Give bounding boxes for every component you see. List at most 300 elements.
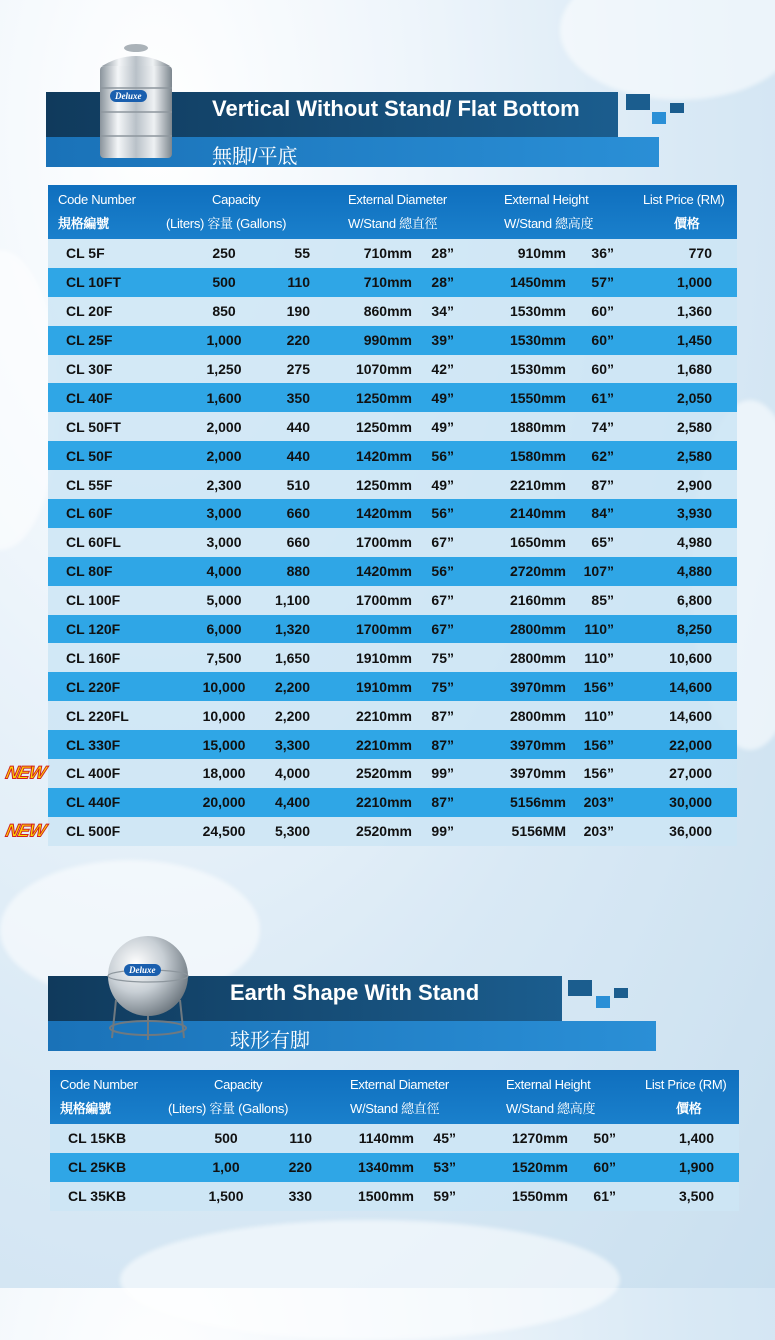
code-cell: CL 15KB (68, 1130, 127, 1147)
gallons-cell: 2,200 (274, 707, 310, 724)
price-cell: 27,000 (669, 765, 712, 782)
table-row (48, 412, 737, 441)
diameter-cell (344, 419, 454, 435)
table-row (48, 557, 737, 586)
liters-cell: 500 (214, 1130, 238, 1147)
header-diameter-zh: W/Stand 總直徑 (350, 1101, 440, 1116)
height-mm: 1650mm (509, 534, 566, 551)
header-code: Code Number (58, 192, 136, 207)
header-diameter: External Diameter (348, 192, 447, 207)
liters-cell: 15,000 (202, 736, 246, 753)
table-row (48, 470, 737, 499)
vertical-tank-image (92, 40, 180, 165)
price-cell: 14,600 (669, 678, 712, 695)
price-cell: 8,250 (676, 621, 712, 638)
code-cell: CL 30F (66, 361, 113, 377)
height-mm: 1880mm (509, 418, 566, 435)
table-row (3, 759, 737, 788)
height-cell (494, 650, 614, 666)
diameter-mm: 1140mm (358, 1130, 414, 1147)
liters-cell: 3,000 (206, 505, 242, 522)
header-height-zh: W/Stand 總高度 (506, 1101, 596, 1116)
diameter-inch: 56” (431, 563, 454, 580)
price-cell: 1,000 (676, 274, 712, 291)
height-mm: 1520mm (511, 1159, 568, 1176)
table-row (48, 528, 737, 557)
gallons-cell: 350 (286, 389, 310, 406)
code-cell: CL 330F (66, 736, 121, 753)
price-cell: 4,980 (676, 534, 712, 551)
height-cell (494, 419, 614, 435)
height-inch: 110” (584, 621, 614, 638)
diameter-cell (346, 1130, 456, 1146)
price-cell: 3,500 (678, 1188, 714, 1205)
diameter-cell (344, 621, 454, 637)
gallons-cell: 3,300 (274, 736, 310, 753)
liters-cell: 2,000 (206, 418, 242, 435)
gallons-cell: 660 (286, 505, 310, 522)
height-inch: 85” (591, 592, 614, 609)
liters-cell: 1,00 (212, 1159, 240, 1176)
diameter-cell (344, 477, 454, 493)
table-row (48, 586, 737, 615)
code-cell: CL 400F (66, 765, 121, 782)
code-cell: CL 5F (66, 245, 105, 262)
height-inch: 62” (591, 447, 614, 464)
section-subtitle: 無脚/平底 (212, 146, 298, 168)
table-row (48, 441, 737, 470)
code-cell: CL 25F (66, 332, 113, 349)
height-inch: 57” (591, 274, 614, 291)
gallons-cell: 5,300 (274, 823, 310, 840)
diameter-inch: 87” (431, 794, 454, 811)
diameter-inch: 28” (431, 245, 454, 262)
header-code-zh: 規格編號 (60, 1101, 111, 1116)
liters-cell: 850 (212, 303, 236, 320)
liters-cell: 10,000 (202, 707, 246, 724)
code-cell: CL 440F (66, 794, 121, 811)
price-cell: 1,400 (678, 1130, 714, 1147)
diameter-cell (346, 1188, 456, 1204)
liters-cell: 500 (212, 274, 236, 291)
table-row (48, 355, 737, 384)
height-mm: 1450mm (509, 274, 566, 291)
code-cell: CL 220F (66, 678, 121, 695)
diameter-inch: 67” (431, 592, 454, 609)
price-cell: 2,580 (676, 418, 712, 435)
brand-logo: Deluxe (110, 90, 147, 102)
height-cell (494, 794, 614, 810)
code-cell: CL 35KB (68, 1188, 127, 1205)
diameter-inch: 28” (431, 274, 454, 291)
price-cell: 1,360 (676, 303, 712, 320)
height-inch: 50” (593, 1130, 616, 1147)
height-mm: 1550mm (511, 1188, 568, 1205)
diameter-mm: 1700mm (355, 534, 412, 551)
table-body (3, 239, 737, 846)
diameter-inch: 67” (431, 534, 454, 551)
diameter-cell (344, 303, 454, 319)
diameter-cell (344, 390, 454, 406)
table-row (48, 326, 737, 355)
height-inch: 60” (591, 303, 614, 320)
gallons-cell: 330 (288, 1188, 312, 1205)
water-splash (560, 0, 775, 100)
height-inch: 110” (584, 707, 614, 724)
code-cell: CL 50FT (66, 418, 121, 435)
header-capacity: Capacity (214, 1077, 263, 1092)
diameter-mm: 1070mm (355, 361, 412, 377)
section-title: Vertical Without Stand/ Flat Bottom (212, 96, 580, 121)
gallons-cell: 1,320 (274, 621, 310, 638)
height-mm: 2800mm (509, 649, 566, 666)
height-cell (494, 823, 614, 839)
height-inch: 156” (583, 765, 614, 782)
diameter-inch: 56” (431, 505, 454, 522)
gallons-cell: 110 (287, 274, 310, 291)
earth-tank-image (100, 930, 196, 1045)
diameter-mm: 1420mm (355, 563, 412, 580)
height-cell (494, 708, 614, 724)
table-row (48, 268, 737, 297)
diameter-mm: 1250mm (355, 418, 412, 435)
section-subtitle: 球形有脚 (230, 1030, 310, 1052)
gallons-cell: 2,200 (274, 678, 310, 695)
liters-cell: 20,000 (202, 794, 246, 811)
diameter-cell (344, 679, 454, 695)
code-cell: CL 80F (66, 563, 113, 580)
liters-cell: 1,250 (206, 361, 242, 377)
height-mm: 2210mm (509, 476, 566, 493)
diameter-mm: 1420mm (355, 505, 412, 522)
liters-cell: 1,000 (206, 332, 242, 349)
diameter-inch: 34” (431, 303, 454, 320)
table-row (48, 499, 737, 528)
diameter-mm: 1500mm (357, 1188, 414, 1205)
decor-square (626, 94, 650, 110)
height-cell (494, 505, 614, 521)
diameter-cell (344, 448, 454, 464)
liters-cell: 3,000 (206, 534, 242, 551)
height-inch: 203” (583, 823, 614, 840)
diameter-inch: 99” (431, 823, 454, 840)
height-inch: 61” (593, 1188, 616, 1205)
header-price-zh: 價格 (676, 1101, 702, 1116)
diameter-mm: 2210mm (355, 794, 412, 811)
height-mm: 1550mm (509, 389, 566, 406)
table-row (50, 1124, 739, 1153)
gallons-cell: 110 (289, 1130, 312, 1147)
height-cell (494, 332, 614, 348)
diameter-mm: 990mm (363, 332, 412, 349)
gallons-cell: 190 (286, 303, 310, 320)
height-mm: 1580mm (509, 447, 566, 464)
diameter-inch: 56” (431, 447, 454, 464)
gallons-cell: 55 (294, 245, 310, 262)
price-cell: 1,450 (676, 332, 712, 349)
diameter-mm: 1420mm (355, 447, 412, 464)
height-inch: 60” (591, 332, 614, 349)
diameter-inch: 59” (433, 1188, 456, 1205)
table-row (3, 817, 737, 846)
table-row (48, 643, 737, 672)
gallons-cell: 4,400 (274, 794, 310, 811)
decor-square (652, 112, 666, 124)
code-cell: CL 160F (66, 649, 121, 666)
diameter-cell (344, 332, 454, 348)
diameter-mm: 710mm (363, 245, 412, 262)
code-cell: CL 25KB (68, 1159, 127, 1176)
height-inch: 110” (584, 649, 614, 666)
diameter-cell (344, 534, 454, 550)
diameter-mm: 860mm (363, 303, 412, 320)
diameter-mm: 1700mm (355, 592, 412, 609)
price-cell: 2,900 (676, 476, 712, 493)
gallons-cell: 275 (286, 361, 310, 377)
code-cell: CL 60F (66, 505, 113, 522)
height-cell (494, 390, 614, 406)
height-cell (496, 1159, 616, 1175)
code-cell: CL 55F (66, 476, 113, 493)
code-cell: CL 100F (66, 592, 121, 609)
code-cell: CL 40F (66, 389, 113, 406)
height-cell (494, 563, 614, 579)
diameter-inch: 53” (433, 1159, 456, 1176)
height-cell (494, 765, 614, 781)
header-height-zh: W/Stand 總高度 (504, 216, 594, 231)
table-body (50, 1124, 739, 1211)
table-row (48, 730, 737, 759)
height-inch: 203” (583, 794, 614, 811)
diameter-inch: 75” (431, 649, 454, 666)
table-row (48, 239, 737, 268)
gallons-cell: 510 (286, 476, 310, 493)
header-height: External Height (506, 1077, 591, 1092)
diameter-mm: 1250mm (355, 389, 412, 406)
diameter-cell (344, 563, 454, 579)
height-inch: 60” (591, 361, 614, 377)
table-row (48, 297, 737, 326)
diameter-inch: 42” (431, 361, 454, 377)
table-row (50, 1182, 739, 1211)
liters-cell: 250 (212, 245, 236, 262)
gallons-cell: 440 (286, 418, 310, 435)
height-cell (494, 448, 614, 464)
height-mm: 3970mm (509, 736, 566, 753)
diameter-cell (344, 245, 454, 261)
diameter-cell (344, 650, 454, 666)
diameter-inch: 39” (431, 332, 454, 349)
diameter-inch: 87” (431, 736, 454, 753)
height-mm: 2800mm (509, 707, 566, 724)
liters-cell: 24,500 (202, 823, 246, 840)
diameter-cell (346, 1159, 456, 1175)
table-row (48, 701, 737, 730)
price-cell: 22,000 (669, 736, 712, 753)
height-inch: 74” (591, 418, 614, 435)
diameter-mm: 1910mm (355, 649, 412, 666)
height-mm: 3970mm (509, 765, 566, 782)
height-inch: 60” (593, 1159, 616, 1176)
code-cell: CL 500F (66, 823, 121, 840)
height-cell (494, 274, 614, 290)
price-cell: 10,600 (669, 649, 712, 666)
diameter-inch: 49” (431, 418, 454, 435)
height-inch: 61” (591, 389, 614, 406)
price-cell: 1,900 (678, 1159, 714, 1176)
gallons-cell: 220 (288, 1159, 312, 1176)
height-mm: 1270mm (511, 1130, 568, 1147)
table-header (48, 185, 737, 239)
gallons-cell: 1,650 (274, 649, 310, 666)
height-cell (496, 1130, 616, 1146)
diameter-cell (344, 794, 454, 810)
gallons-cell: 880 (286, 563, 310, 580)
header-diameter: External Diameter (350, 1077, 449, 1092)
water-splash (120, 1220, 620, 1340)
height-cell (494, 361, 614, 377)
table-row (48, 672, 737, 701)
diameter-cell (344, 823, 454, 839)
liters-cell: 2,000 (206, 447, 242, 464)
height-cell (494, 737, 614, 753)
header-height: External Height (504, 192, 589, 207)
header-price: List Price (RM) (645, 1077, 727, 1092)
liters-cell: 1,500 (208, 1188, 244, 1205)
diameter-mm: 2210mm (355, 707, 412, 724)
table-row (50, 1153, 739, 1182)
height-cell (494, 303, 614, 319)
height-cell (496, 1188, 616, 1204)
table-row (48, 788, 737, 817)
decor-square (670, 103, 684, 113)
header-code-zh: 規格編號 (58, 216, 109, 231)
code-cell: CL 20F (66, 303, 113, 320)
new-badge: NEW (3, 820, 48, 841)
price-cell: 2,580 (676, 447, 712, 464)
code-cell: CL 220FL (66, 707, 129, 724)
height-inch: 84” (591, 505, 614, 522)
header-price-zh: 價格 (674, 216, 700, 231)
diameter-inch: 49” (431, 476, 454, 493)
height-mm: 2800mm (509, 621, 566, 638)
liters-cell: 5,000 (206, 592, 242, 609)
diameter-cell (344, 708, 454, 724)
height-mm: 910mm (517, 245, 566, 262)
gallons-cell: 220 (286, 332, 310, 349)
diameter-inch: 75” (431, 678, 454, 695)
liters-cell: 7,500 (206, 649, 242, 666)
height-cell (494, 621, 614, 637)
height-inch: 156” (583, 678, 614, 695)
height-inch: 156” (583, 736, 614, 753)
liters-cell: 1,600 (206, 389, 242, 406)
header-diameter-zh: W/Stand 總直徑 (348, 216, 438, 231)
header-code: Code Number (60, 1077, 138, 1092)
diameter-cell (344, 765, 454, 781)
height-mm: 5156MM (511, 823, 566, 840)
decor-square (568, 980, 592, 996)
diameter-mm: 2520mm (355, 823, 412, 840)
height-inch: 107” (583, 563, 614, 580)
height-mm: 2140mm (509, 505, 566, 522)
decor-square (614, 988, 628, 998)
height-cell (494, 245, 614, 261)
code-cell: CL 120F (66, 621, 121, 638)
diameter-mm: 2210mm (355, 736, 412, 753)
price-cell: 4,880 (676, 563, 712, 580)
header-capacity-units: (Liters) 容量 (Gallons) (166, 216, 287, 231)
diameter-mm: 1250mm (355, 476, 412, 493)
liters-cell: 2,300 (206, 476, 242, 493)
height-cell (494, 679, 614, 695)
price-cell: 6,800 (676, 592, 712, 609)
height-inch: 87” (591, 476, 614, 493)
header-capacity: Capacity (212, 192, 261, 207)
price-cell: 36,000 (669, 823, 712, 840)
diameter-mm: 710mm (363, 274, 412, 291)
gallons-cell: 4,000 (274, 765, 310, 782)
gallons-cell: 660 (286, 534, 310, 551)
diameter-cell (344, 505, 454, 521)
price-table-earth (50, 1070, 739, 1211)
height-mm: 1530mm (509, 332, 566, 349)
liters-cell: 6,000 (206, 621, 242, 638)
height-mm: 5156mm (509, 794, 566, 811)
price-cell: 14,600 (669, 707, 712, 724)
diameter-inch: 99” (431, 765, 454, 782)
height-inch: 65” (591, 534, 614, 551)
price-table-vertical (3, 185, 737, 846)
price-cell: 2,050 (676, 389, 712, 406)
new-badge: NEW (3, 762, 48, 783)
height-cell (494, 534, 614, 550)
diameter-mm: 1910mm (355, 678, 412, 695)
code-cell: CL 50F (66, 447, 113, 464)
decor-square (596, 996, 610, 1008)
diameter-mm: 2520mm (355, 765, 412, 782)
table-row (48, 383, 737, 412)
gallons-cell: 1,100 (274, 592, 310, 609)
diameter-cell (344, 592, 454, 608)
table-row (48, 615, 737, 644)
liters-cell: 10,000 (202, 678, 246, 695)
diameter-inch: 67” (431, 621, 454, 638)
table-header (50, 1070, 739, 1124)
section-title: Earth Shape With Stand (230, 980, 480, 1005)
height-mm: 1530mm (509, 303, 566, 320)
diameter-cell (344, 361, 454, 377)
liters-cell: 4,000 (206, 563, 242, 580)
header-capacity-units: (Liters) 容量 (Gallons) (168, 1101, 289, 1116)
liters-cell: 18,000 (202, 765, 246, 782)
height-cell (494, 592, 614, 608)
header-price: List Price (RM) (643, 192, 725, 207)
height-cell (494, 477, 614, 493)
diameter-inch: 49” (431, 389, 454, 406)
diameter-inch: 45” (433, 1130, 456, 1147)
code-cell: CL 60FL (66, 534, 121, 551)
code-cell: CL 10FT (66, 274, 121, 291)
price-cell: 1,680 (676, 361, 712, 377)
brand-logo: Deluxe (124, 964, 161, 976)
gallons-cell: 440 (286, 447, 310, 464)
height-mm: 2720mm (509, 563, 566, 580)
height-inch: 36” (591, 245, 614, 262)
diameter-cell (344, 274, 454, 290)
price-cell: 30,000 (669, 794, 712, 811)
height-mm: 3970mm (509, 678, 566, 695)
